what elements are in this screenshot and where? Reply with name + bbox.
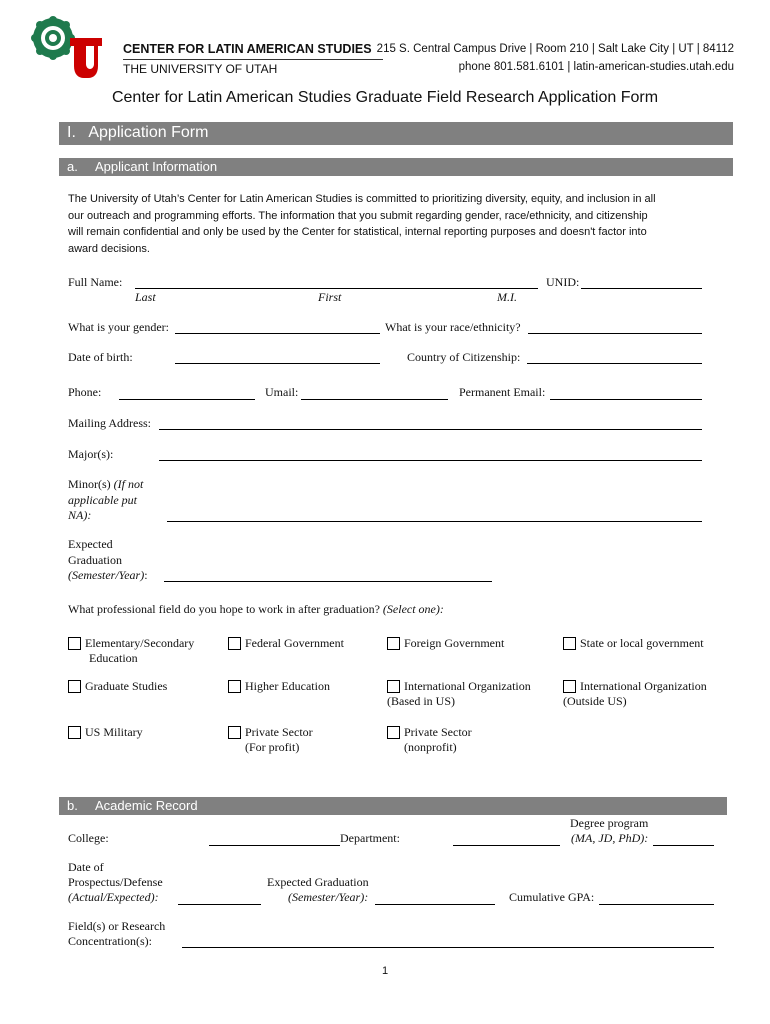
- first-name-caption: First: [318, 290, 342, 304]
- department-field[interactable]: [453, 845, 560, 846]
- checkbox-private-for-profit[interactable]: [228, 726, 241, 739]
- option-label: Graduate Studies: [85, 679, 168, 693]
- section-letter: b.: [67, 798, 78, 813]
- dob-label: Date of birth:: [68, 350, 133, 364]
- mailing-address-label: Mailing Address:: [68, 416, 151, 430]
- degree-program-field[interactable]: [653, 845, 714, 846]
- section-title: I. Application Form: [67, 124, 209, 141]
- checkbox-elementary-secondary[interactable]: [68, 637, 81, 650]
- checkbox-foreign-government[interactable]: [387, 637, 400, 650]
- prospectus-line: Prospectus/Defense: [68, 875, 163, 889]
- minors-label-text: Minor(s): [68, 477, 114, 491]
- permanent-email-field[interactable]: [550, 399, 702, 400]
- option-line: (nonprofit): [404, 740, 457, 754]
- option-label: [387, 679, 531, 709]
- full-name-field[interactable]: [135, 288, 538, 289]
- option-line: (For profit): [245, 740, 300, 754]
- research-concentration-field[interactable]: [182, 947, 714, 948]
- expected-graduation-text: Expected: [68, 537, 113, 551]
- phone-field[interactable]: [119, 399, 255, 400]
- college-field[interactable]: [209, 845, 340, 846]
- minors-label-note: (If not: [113, 477, 144, 491]
- umail-label: Umail:: [265, 385, 299, 399]
- page-number: 1: [381, 965, 389, 977]
- question-text: What professional field do you hope to work in after graduation?: [68, 602, 383, 616]
- option-label: [563, 679, 707, 709]
- race-label: What is your race/ethnicity?: [385, 320, 521, 334]
- concentration-line: Field(s) or Research: [68, 919, 166, 933]
- question-note: (Select one):: [382, 602, 444, 616]
- cumulative-gpa-label: Cumulative GPA:: [509, 890, 595, 904]
- checkbox-graduate-studies[interactable]: [68, 680, 81, 693]
- gender-label: What is your gender:: [68, 320, 169, 334]
- option-label: Higher Education: [245, 679, 330, 693]
- option-line: Private Sector: [245, 725, 313, 739]
- concentration-line: Concentration(s):: [68, 934, 152, 948]
- option-line: Elementary/Secondary: [85, 636, 195, 650]
- umail-field[interactable]: [301, 399, 448, 400]
- intro-line: The University of Utah’s Center for Latin American Studies is committed to prioritizing diversity, equity, and inclusion in all: [68, 193, 656, 205]
- option-line: International Organization: [580, 679, 707, 693]
- expected-graduation-text: Graduation: [68, 552, 122, 567]
- header-contact: phone 801.581.6101 | latin-american-studies.utah.edu: [458, 61, 734, 73]
- cumulative-gpa-field[interactable]: [599, 904, 714, 905]
- prospectus-defense-label: [68, 860, 163, 905]
- minors-field[interactable]: [167, 521, 702, 522]
- intro-line: award decisions.: [68, 242, 150, 255]
- permanent-email-label: Permanent Email:: [459, 385, 546, 399]
- option-label: Federal Government: [245, 636, 344, 650]
- degree-line: (MA, JD, PhD):: [571, 831, 649, 845]
- full-name-label: Full Name:: [68, 275, 123, 289]
- degree-line: Degree program: [570, 816, 649, 830]
- checkbox-us-military[interactable]: [68, 726, 81, 739]
- option-line: Education: [89, 651, 138, 665]
- majors-field[interactable]: [159, 460, 702, 461]
- expected-graduation-field[interactable]: [164, 581, 492, 582]
- prospectus-defense-field[interactable]: [178, 904, 261, 905]
- intro-line: our outreach and programming efforts. The information that you submit regarding gender, race/ethnicity, and citizenship: [68, 209, 648, 222]
- gender-field[interactable]: [175, 333, 380, 334]
- unid-field[interactable]: [581, 288, 702, 289]
- phone-label: Phone:: [68, 385, 102, 399]
- option-line: International Organization: [404, 679, 531, 693]
- last-name-caption: Last: [135, 290, 156, 304]
- checkbox-higher-education[interactable]: [228, 680, 241, 693]
- expected-graduation-label: [68, 537, 148, 584]
- org-divider: [123, 59, 383, 60]
- college-label: College:: [68, 831, 109, 845]
- option-label: [404, 725, 472, 755]
- section-letter: a.: [67, 159, 78, 174]
- checkbox-federal-government[interactable]: [228, 637, 241, 650]
- middle-initial-caption: M.I.: [497, 290, 517, 304]
- minors-label: [68, 477, 143, 524]
- expected-graduation-line: Expected Graduation: [267, 875, 369, 889]
- minors-label-note: NA):: [68, 508, 92, 522]
- option-line: (Outside US): [563, 694, 627, 708]
- option-label: [85, 636, 194, 666]
- degree-program-label: [570, 816, 648, 846]
- race-field[interactable]: [528, 333, 702, 334]
- dob-field[interactable]: [175, 363, 380, 364]
- expected-graduation-colon: :: [144, 568, 148, 582]
- professional-field-question: [68, 602, 444, 617]
- citizenship-label: Country of Citizenship:: [407, 350, 521, 364]
- checkbox-private-nonprofit[interactable]: [387, 726, 400, 739]
- option-line: Private Sector: [404, 725, 472, 739]
- section-title: Academic Record: [95, 798, 198, 813]
- checkbox-state-local-government[interactable]: [563, 637, 576, 650]
- option-label: State or local government: [580, 636, 704, 650]
- section-bar-application-form: [59, 122, 733, 145]
- expected-graduation-line: (Semester/Year):: [288, 890, 369, 904]
- section-bar-academic-record: [59, 797, 727, 815]
- clas-logo-icon: [28, 12, 123, 78]
- intro-line: will remain confidential and only be used by the Center for statistical, internal reporting purposes and doesn't factor into: [68, 226, 647, 238]
- option-label: [245, 725, 313, 755]
- expected-graduation-academic-label: [267, 875, 369, 905]
- university-name: THE UNIVERSITY OF UTAH: [123, 62, 278, 76]
- research-concentration-label: [68, 919, 165, 949]
- prospectus-line: (Actual/Expected):: [68, 890, 159, 904]
- prospectus-line: Date of: [68, 860, 104, 874]
- expected-graduation-academic-field[interactable]: [375, 904, 495, 905]
- expected-graduation-note: (Semester/Year): [68, 568, 145, 582]
- option-label: US Military: [85, 725, 143, 739]
- minors-label-note: applicable put: [68, 492, 137, 507]
- intro-paragraph: [68, 191, 656, 257]
- logo: [28, 12, 123, 78]
- option-label: Foreign Government: [404, 636, 505, 650]
- form-title: Center for Latin American Studies Graduate Field Research Application Form: [111, 89, 659, 106]
- unid-label: UNID:: [546, 275, 580, 289]
- option-line: (Based in US): [387, 694, 455, 708]
- majors-label: Major(s):: [68, 447, 114, 461]
- section-bar-applicant-information: [59, 158, 733, 176]
- section-title: Applicant Information: [95, 159, 218, 174]
- mailing-address-field[interactable]: [159, 429, 702, 430]
- header-address: 215 S. Central Campus Drive | Room 210 | Salt Lake City | UT | 84112: [376, 43, 734, 55]
- citizenship-field[interactable]: [527, 363, 702, 364]
- org-name: CENTER FOR LATIN AMERICAN STUDIES: [123, 42, 372, 56]
- department-label: Department:: [340, 831, 400, 845]
